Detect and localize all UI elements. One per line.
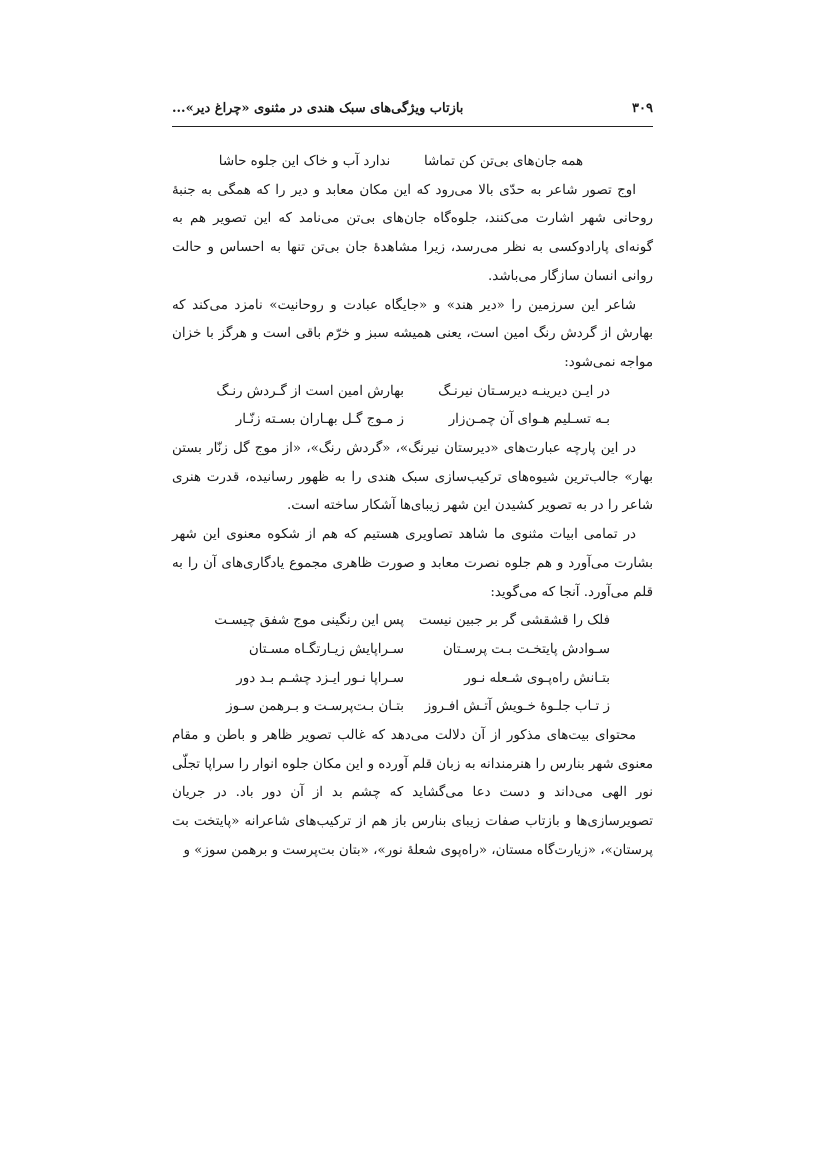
paragraph: در تمامی ابیات مثنوی ما شاهد تصاویری هستیم که هم از شکوه معنوی این شهر بشارت می‌آورد و هم جلوه نصرت معابد و صورت ظاهری مجموع یادگاری‌های آن را به قلم می‌آورد. آنجا که می‌گوید: bbox=[172, 527, 653, 600]
verse-couplet bbox=[172, 665, 653, 694]
running-title: بازتاب ویژگی‌های سبک هندی در مثنوی «چراغ دیر»... bbox=[172, 101, 464, 116]
page-number: ۳۰۹ bbox=[632, 101, 653, 116]
header-rule bbox=[172, 126, 653, 127]
hemistich-first: در ایـن دیرینـه دیرسـتان نیرنـگ bbox=[438, 383, 610, 399]
verse-couplet bbox=[172, 636, 653, 665]
hemistich-second: ز مـوج گـل بهـاران بسـته زنّـار bbox=[235, 412, 404, 428]
hemistich-second: بتـان بـت‌پرسـت و بـرهمن سـوز bbox=[226, 699, 404, 715]
paragraph: اوج تصور شاعر به حدّی بالا می‌رود که این مکان معابد و دیر را که همگی به جنبهٔ روحانی شهر اشارت می‌کنند، جلوه‌گاه جان‌های بی‌تن می‌نامد که این تصویر هم به گونه‌ای پارادوکسی به نظر می‌رسد، زیرا مشاهدهٔ جان بی‌تن تنها به احساس و حالت روانی انسان سازگار می‌باشد. bbox=[172, 182, 653, 284]
hemistich-first: فلک را قشقشی گر بر جبین نیست bbox=[418, 613, 610, 629]
hemistich-second: سـراپا نـور ایـزد چشـم بـد دور bbox=[236, 670, 404, 686]
paragraph: در این پارچه عبارت‌های «دیرستان نیرنگ»، «گردش رنگ»، «از موج گل زنّار بستن بهار» جالب‌ترین شیوه‌های ترکیب‌سازی سبک هندی را به ظهور رسانیده، قدرت هنری شاعر را در به تصویر کشیدن این شهر زیبای‌ها آشکار ساخته است. bbox=[172, 440, 653, 514]
hemistich-first: سـوادش پایتخـت بـت پرسـتان bbox=[442, 641, 610, 657]
hemistich-second: ندارد آب و خاک این جلوه حاشا bbox=[218, 154, 391, 169]
paragraph: شاعر این سرزمین را «دیر هند» و «جایگاه عبادت و روحانیت» نامزد می‌کند که بهارش از گردش رنگ امین است، یعنی همیشه سبز و خرّم باقی است و هرگز با خزان مواجه نمی‌شود: bbox=[172, 297, 653, 370]
hemistich-first: همه جان‌های بی‌تن کن تماشا bbox=[423, 154, 583, 169]
hemistich-first: بتـانش راه‌پـوی شـعله نـور bbox=[464, 670, 610, 686]
verse-couplet bbox=[172, 378, 653, 407]
running-head bbox=[172, 101, 653, 123]
hemistich-second: بهارش امین است از گـردش رنـگ bbox=[216, 383, 404, 399]
verse-couplet bbox=[172, 693, 653, 722]
hemistich-second: پس این رنگینی موج شفق چیسـت bbox=[214, 613, 404, 629]
verse-couplet bbox=[172, 406, 653, 435]
verse-couplet bbox=[172, 148, 653, 177]
verse-couplet bbox=[172, 607, 653, 636]
page-body bbox=[172, 148, 653, 865]
hemistich-second: سـراپایش زیـارتگـاه مسـتان bbox=[248, 641, 404, 657]
paragraph: محتوای بیت‌های مذکور از آن دلالت می‌دهد که غالب تصویر ظاهر و باطن و مقام معنوی شهر بنارس را هنرمندانه به زبان قلم آورده و این مکان جلوه انوار را سراپا تجلّی نور الهی می‌داند و دست دعا می‌گشاید که چشم بد از آن دور باد. در جریان تصویرسازی‌ها و بازتاب صفات زیبای بنارس باز هم از ترکیب‌های شاعرانه «پایتخت بت پرستان»، «زیارت‌گاه مستان، «راه‌پوی شعلهٔ نور»، «بتان بت‌پرست و برهمن سوز» و bbox=[172, 727, 653, 858]
hemistich-first: بـه تسـلیم هـوای آن چمـن‌زار bbox=[448, 412, 610, 428]
hemistich-first: ز تـاب جلـوهٔ خـویش آتـش افـروز bbox=[424, 699, 610, 715]
